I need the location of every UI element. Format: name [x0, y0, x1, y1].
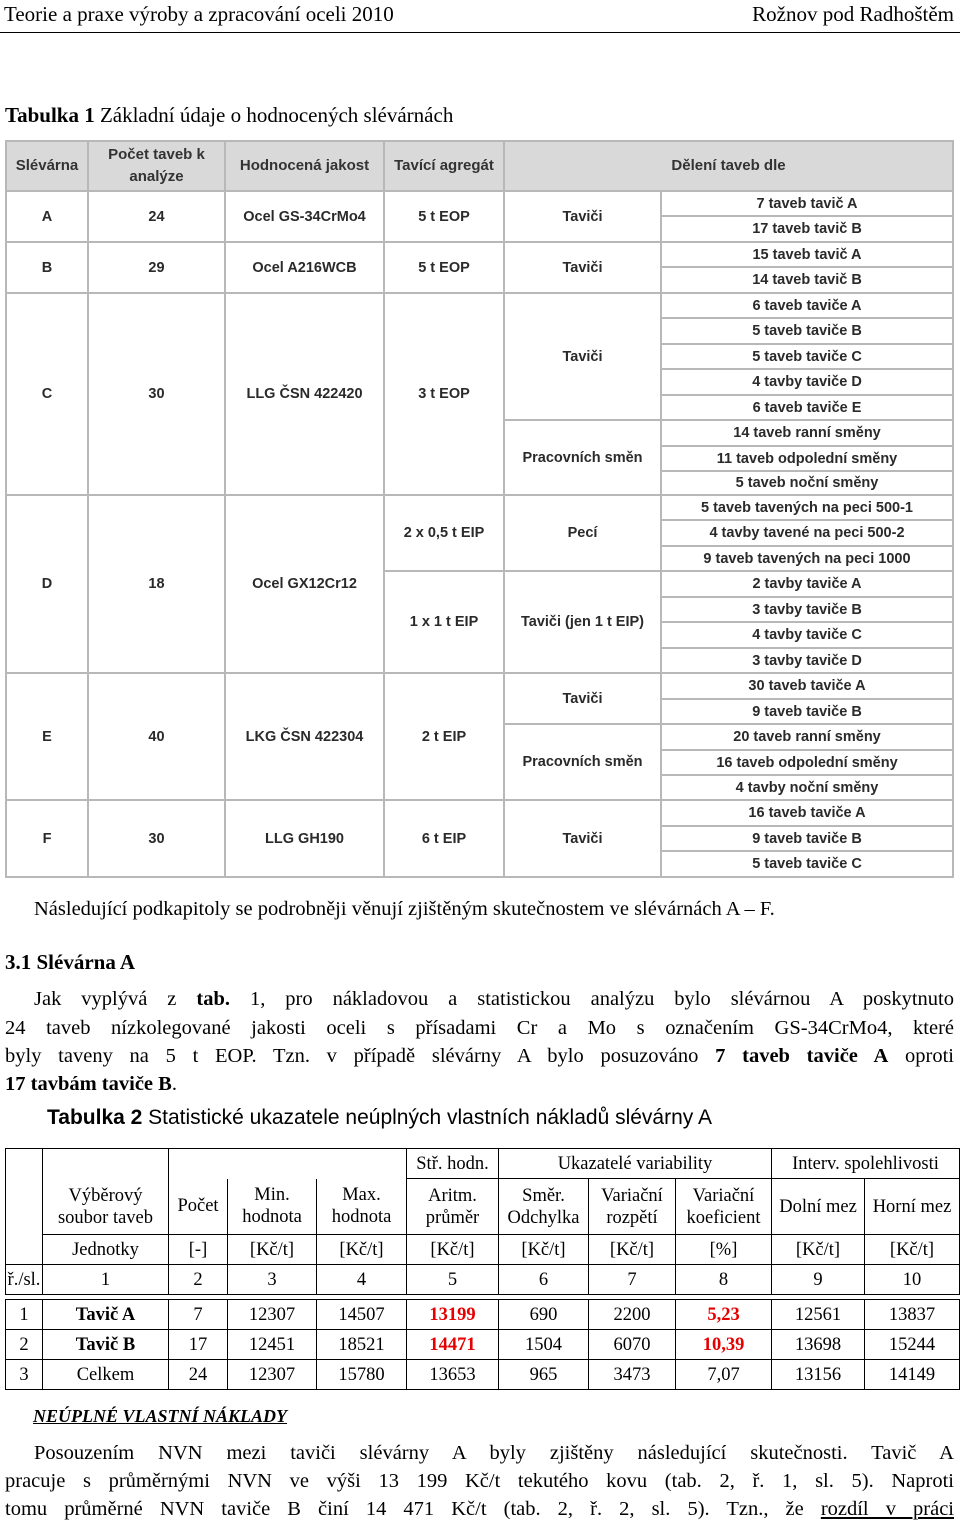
t1-d-split-3: 9 taveb tavených na peci 1000 — [662, 547, 952, 570]
t2-r2-low: 13698 — [772, 1330, 865, 1360]
t1-header-count: Počet taveb k analýze — [89, 142, 224, 190]
t2-r1-range: 2200 — [589, 1300, 676, 1330]
t2-r2-min: 12451 — [228, 1330, 317, 1360]
t2-h-low: Dolní mez — [772, 1179, 865, 1235]
t1-d-splitby-2: Taviči (jen 1 t EIP) — [505, 572, 660, 672]
t1-f-foundry: F — [7, 801, 87, 876]
t2-corner-3 — [6, 1235, 43, 1265]
t1-a-split-1: 7 taveb tavič A — [662, 192, 952, 215]
paragraph-2-line-4: 17 tavbám taviče B. — [5, 1073, 177, 1095]
t1-c-split-4: 4 tavby taviče D — [662, 370, 952, 394]
t2-h-cv: Variační koeficient — [676, 1179, 772, 1235]
t2-r3-mean: 13653 — [407, 1360, 499, 1390]
t1-d-split-6: 4 tavby taviče C — [662, 623, 952, 647]
t1-header-split: Dělení taveb dle — [505, 142, 952, 190]
t2-colnum-4: 4 — [317, 1265, 407, 1295]
t2-colnum-2: 2 — [169, 1265, 228, 1295]
section-title: 3.1 Slévárna A — [5, 950, 136, 974]
table-row — [6, 1300, 960, 1330]
paragraph-2-line-2: 24 taveb nízkolegované jakosti oceli s přísadami Cr a Mo s označením GS-34CrMo4, které — [5, 1017, 954, 1039]
header-title: Teorie a praxe výroby a zpracování oceli 2010 — [4, 2, 394, 26]
t1-f-aggregate: 6 t EIP — [385, 801, 503, 876]
t2-r1-max: 14507 — [317, 1300, 407, 1330]
t1-b-split-1: 15 taveb tavič A — [662, 243, 952, 266]
t2-colnum-10: 10 — [865, 1265, 960, 1295]
t1-c-count: 30 — [89, 294, 224, 494]
t2-r1-min: 12307 — [228, 1300, 317, 1330]
t1-e-split-1: 30 taveb taviče A — [662, 674, 952, 698]
t1-d-quality: Ocel GX12Cr12 — [226, 496, 383, 672]
t2-h-set: Výběrový soubor taveb — [43, 1179, 169, 1235]
t1-f-quality: LLG GH190 — [226, 801, 383, 876]
t1-f-count: 30 — [89, 801, 224, 876]
t2-r2-set: Tavič B — [43, 1330, 169, 1360]
t2-r1-low: 12561 — [772, 1300, 865, 1330]
t1-b-splitby: Taviči — [505, 243, 660, 292]
t2-unit-6: [Kč/t] — [589, 1235, 676, 1265]
t1-a-quality: Ocel GS-34CrMo4 — [226, 192, 383, 241]
t2-r1-count: 7 — [169, 1300, 228, 1330]
t1-b-quality: Ocel A216WCB — [226, 243, 383, 292]
t2-empty-2 — [169, 1149, 407, 1179]
t1-c-split-8: 5 taveb noční směny — [662, 472, 952, 494]
t1-d-aggregate-1: 2 x 0,5 t EIP — [385, 496, 503, 570]
t2-r2-count: 17 — [169, 1330, 228, 1360]
table-row — [6, 1330, 960, 1360]
t2-unit-2: [Kč/t] — [228, 1235, 317, 1265]
t2-r2-max: 18521 — [317, 1330, 407, 1360]
t2-r3-cv: 7,07 — [676, 1360, 772, 1390]
t2-r1-cv: 5,23 — [676, 1300, 772, 1330]
t1-header-quality: Hodnocená jakost — [226, 142, 383, 190]
t1-a-splitby: Taviči — [505, 192, 660, 241]
t2-r3-low: 13156 — [772, 1360, 865, 1390]
t2-r3-set: Celkem — [43, 1360, 169, 1390]
t1-e-aggregate: 2 t EIP — [385, 674, 503, 799]
paragraph-2-line-1: Jak vyplývá z tab. 1, pro nákladovou a statistickou analýzu bylo slévárnou A poskytnuto — [34, 988, 954, 1010]
t2-r2-high: 15244 — [865, 1330, 960, 1360]
t1-d-splitby-1: Pecí — [505, 496, 660, 570]
t1-c-split-7: 11 taveb odpolední směny — [662, 447, 952, 470]
t1-c-aggregate: 3 t EOP — [385, 294, 503, 494]
t2-colnum-7: 7 — [589, 1265, 676, 1295]
t1-e-foundry: E — [7, 674, 87, 799]
t2-h-min: Min. hodnota — [228, 1179, 317, 1235]
t1-a-foundry: A — [7, 192, 87, 241]
t1-e-split-5: 4 tavby noční směny — [662, 776, 952, 799]
t2-group-mean: Stř. hodn. — [407, 1149, 499, 1179]
t1-b-split-2: 14 taveb tavič B — [662, 268, 952, 292]
header-location: Rožnov pod Radhoštěm — [752, 2, 954, 26]
table-row — [6, 1360, 960, 1390]
table2 — [5, 1148, 960, 1390]
t1-a-split-2: 17 taveb tavič B — [662, 217, 952, 241]
t2-unit-9: [Kč/t] — [865, 1235, 960, 1265]
t1-d-split-4: 2 tavby taviče A — [662, 572, 952, 596]
t2-h-sd: Směr. Odchylka — [499, 1179, 589, 1235]
t2-r2-range: 6070 — [589, 1330, 676, 1360]
t1-e-split-4: 16 taveb odpolední směny — [662, 751, 952, 774]
t2-unit-5: [Kč/t] — [499, 1235, 589, 1265]
t1-f-split-1: 16 taveb taviče A — [662, 801, 952, 825]
t1-f-splitby: Taviči — [505, 801, 660, 876]
t1-d-split-5: 3 tavby taviče B — [662, 598, 952, 621]
t2-r1-n: 1 — [6, 1300, 43, 1330]
t1-b-aggregate: 5 t EOP — [385, 243, 503, 292]
t2-r3-sd: 965 — [499, 1360, 589, 1390]
t2-group-variability: Ukazatelé variability — [499, 1149, 772, 1179]
t2-r2-n: 2 — [6, 1330, 43, 1360]
t1-e-count: 40 — [89, 674, 224, 799]
t1-header-foundry: Slévárna — [7, 142, 87, 190]
t2-r3-range: 3473 — [589, 1360, 676, 1390]
t2-corner-2 — [6, 1179, 43, 1235]
t2-r1-sd: 690 — [499, 1300, 589, 1330]
header-divider — [0, 32, 960, 33]
t1-d-foundry: D — [7, 496, 87, 672]
t1-e-quality: LKG ČSN 422304 — [226, 674, 383, 799]
t2-rowcol-label: ř./sl. — [6, 1265, 43, 1295]
t1-f-split-3: 5 taveb taviče C — [662, 852, 952, 876]
t2-h-high: Horní mez — [865, 1179, 960, 1235]
t1-e-split-3: 20 taveb ranní směny — [662, 725, 952, 749]
t2-r3-count: 24 — [169, 1360, 228, 1390]
paragraph-intro: Následující podkapitoly se podrobněji věnují zjištěným skutečnostem ve slévárnách A – F. — [34, 898, 775, 920]
table1-caption: Tabulka 1 Základní údaje o hodnocených slévárnách — [5, 103, 454, 127]
t2-unit-8: [Kč/t] — [772, 1235, 865, 1265]
t1-e-split-2: 9 taveb taviče B — [662, 700, 952, 723]
paragraph-3-line-2: pracuje s průměrnými NVN ve výši 13 199 Kč/t tekutého kovu (tab. 2, ř. 1, sl. 5). Naproti — [5, 1470, 954, 1492]
t2-colnum-9: 9 — [772, 1265, 865, 1295]
t2-colnum-5: 5 — [407, 1265, 499, 1295]
table2-caption: Tabulka 2 Statistické ukazatele neúplných vlastních nákladů slévárny A — [47, 1106, 712, 1129]
t2-r3-high: 14149 — [865, 1360, 960, 1390]
t2-colnum-3: 3 — [228, 1265, 317, 1295]
t1-c-splitby-1: Taviči — [505, 294, 660, 419]
t2-h-range: Variační rozpětí — [589, 1179, 676, 1235]
t1-d-count: 18 — [89, 496, 224, 672]
t1-d-split-1: 5 taveb tavených na peci 500-1 — [662, 496, 952, 519]
t2-h-max: Max. hodnota — [317, 1179, 407, 1235]
t2-r2-sd: 1504 — [499, 1330, 589, 1360]
t1-d-aggregate-2: 1 x 1 t EIP — [385, 572, 503, 672]
t2-unit-4: [Kč/t] — [407, 1235, 499, 1265]
t2-unit-3: [Kč/t] — [317, 1235, 407, 1265]
t2-r3-min: 12307 — [228, 1360, 317, 1390]
t2-h-mean: Aritm. průměr — [407, 1179, 499, 1235]
t1-header-aggregate: Tavící agregát — [385, 142, 503, 190]
t2-units-label: Jednotky — [43, 1235, 169, 1265]
t2-colnum-8: 8 — [676, 1265, 772, 1295]
t1-b-foundry: B — [7, 243, 87, 292]
t2-r1-set: Tavič A — [43, 1300, 169, 1330]
paragraph-2-line-3: byly taveny na 5 t EOP. Tzn. v případě slévárny A bylo posuzováno 7 taveb taviče A oproti — [5, 1045, 954, 1067]
t1-c-quality: LLG ČSN 422420 — [226, 294, 383, 494]
t1-a-aggregate: 5 t EOP — [385, 192, 503, 241]
t2-h-count: Počet — [169, 1179, 228, 1235]
page-header — [0, 0, 960, 30]
t2-r2-mean: 14471 — [407, 1330, 499, 1360]
t1-c-split-6: 14 taveb ranní směny — [662, 421, 952, 445]
t2-colnum-6: 6 — [499, 1265, 589, 1295]
t2-r1-high: 13837 — [865, 1300, 960, 1330]
t2-unit-7: [%] — [676, 1235, 772, 1265]
t2-corner — [6, 1149, 43, 1179]
t1-c-split-1: 6 taveb taviče A — [662, 294, 952, 317]
t1-e-splitby-1: Taviči — [505, 674, 660, 723]
t2-r2-cv: 10,39 — [676, 1330, 772, 1360]
t2-unit-1: [-] — [169, 1235, 228, 1265]
subheading: NEÚPLNÉ VLASTNÍ NÁKLADY — [33, 1406, 288, 1426]
t2-r1-mean: 13199 — [407, 1300, 499, 1330]
t2-group-interval: Interv. spolehlivosti — [772, 1149, 960, 1179]
paragraph-3-line-1: Posouzením NVN mezi taviči slévárny A byly zjištěny následující skutečnosti. Tavič A — [34, 1442, 954, 1464]
t1-b-count: 29 — [89, 243, 224, 292]
t2-empty-1 — [43, 1149, 169, 1179]
table1 — [5, 140, 954, 878]
t1-c-foundry: C — [7, 294, 87, 494]
t1-c-split-3: 5 taveb taviče C — [662, 345, 952, 368]
t1-c-split-5: 6 taveb taviče E — [662, 396, 952, 419]
t1-a-count: 24 — [89, 192, 224, 241]
t1-d-split-7: 3 tavby taviče D — [662, 649, 952, 672]
t1-c-splitby-2: Pracovních směn — [505, 421, 660, 494]
paragraph-3-line-3: tomu průměrné NVN taviče B činí 14 471 Kč/t (tab. 2, ř. 2, sl. 5). Tzn., že rozdíl v práci — [5, 1498, 954, 1520]
t1-d-split-2: 4 tavby tavené na peci 500-2 — [662, 521, 952, 545]
t2-r3-n: 3 — [6, 1360, 43, 1390]
t2-r3-max: 15780 — [317, 1360, 407, 1390]
t1-e-splitby-2: Pracovních směn — [505, 725, 660, 799]
t1-f-split-2: 9 taveb taviče B — [662, 827, 952, 850]
t1-c-split-2: 5 taveb taviče B — [662, 319, 952, 343]
t2-colnum-1: 1 — [43, 1265, 169, 1295]
